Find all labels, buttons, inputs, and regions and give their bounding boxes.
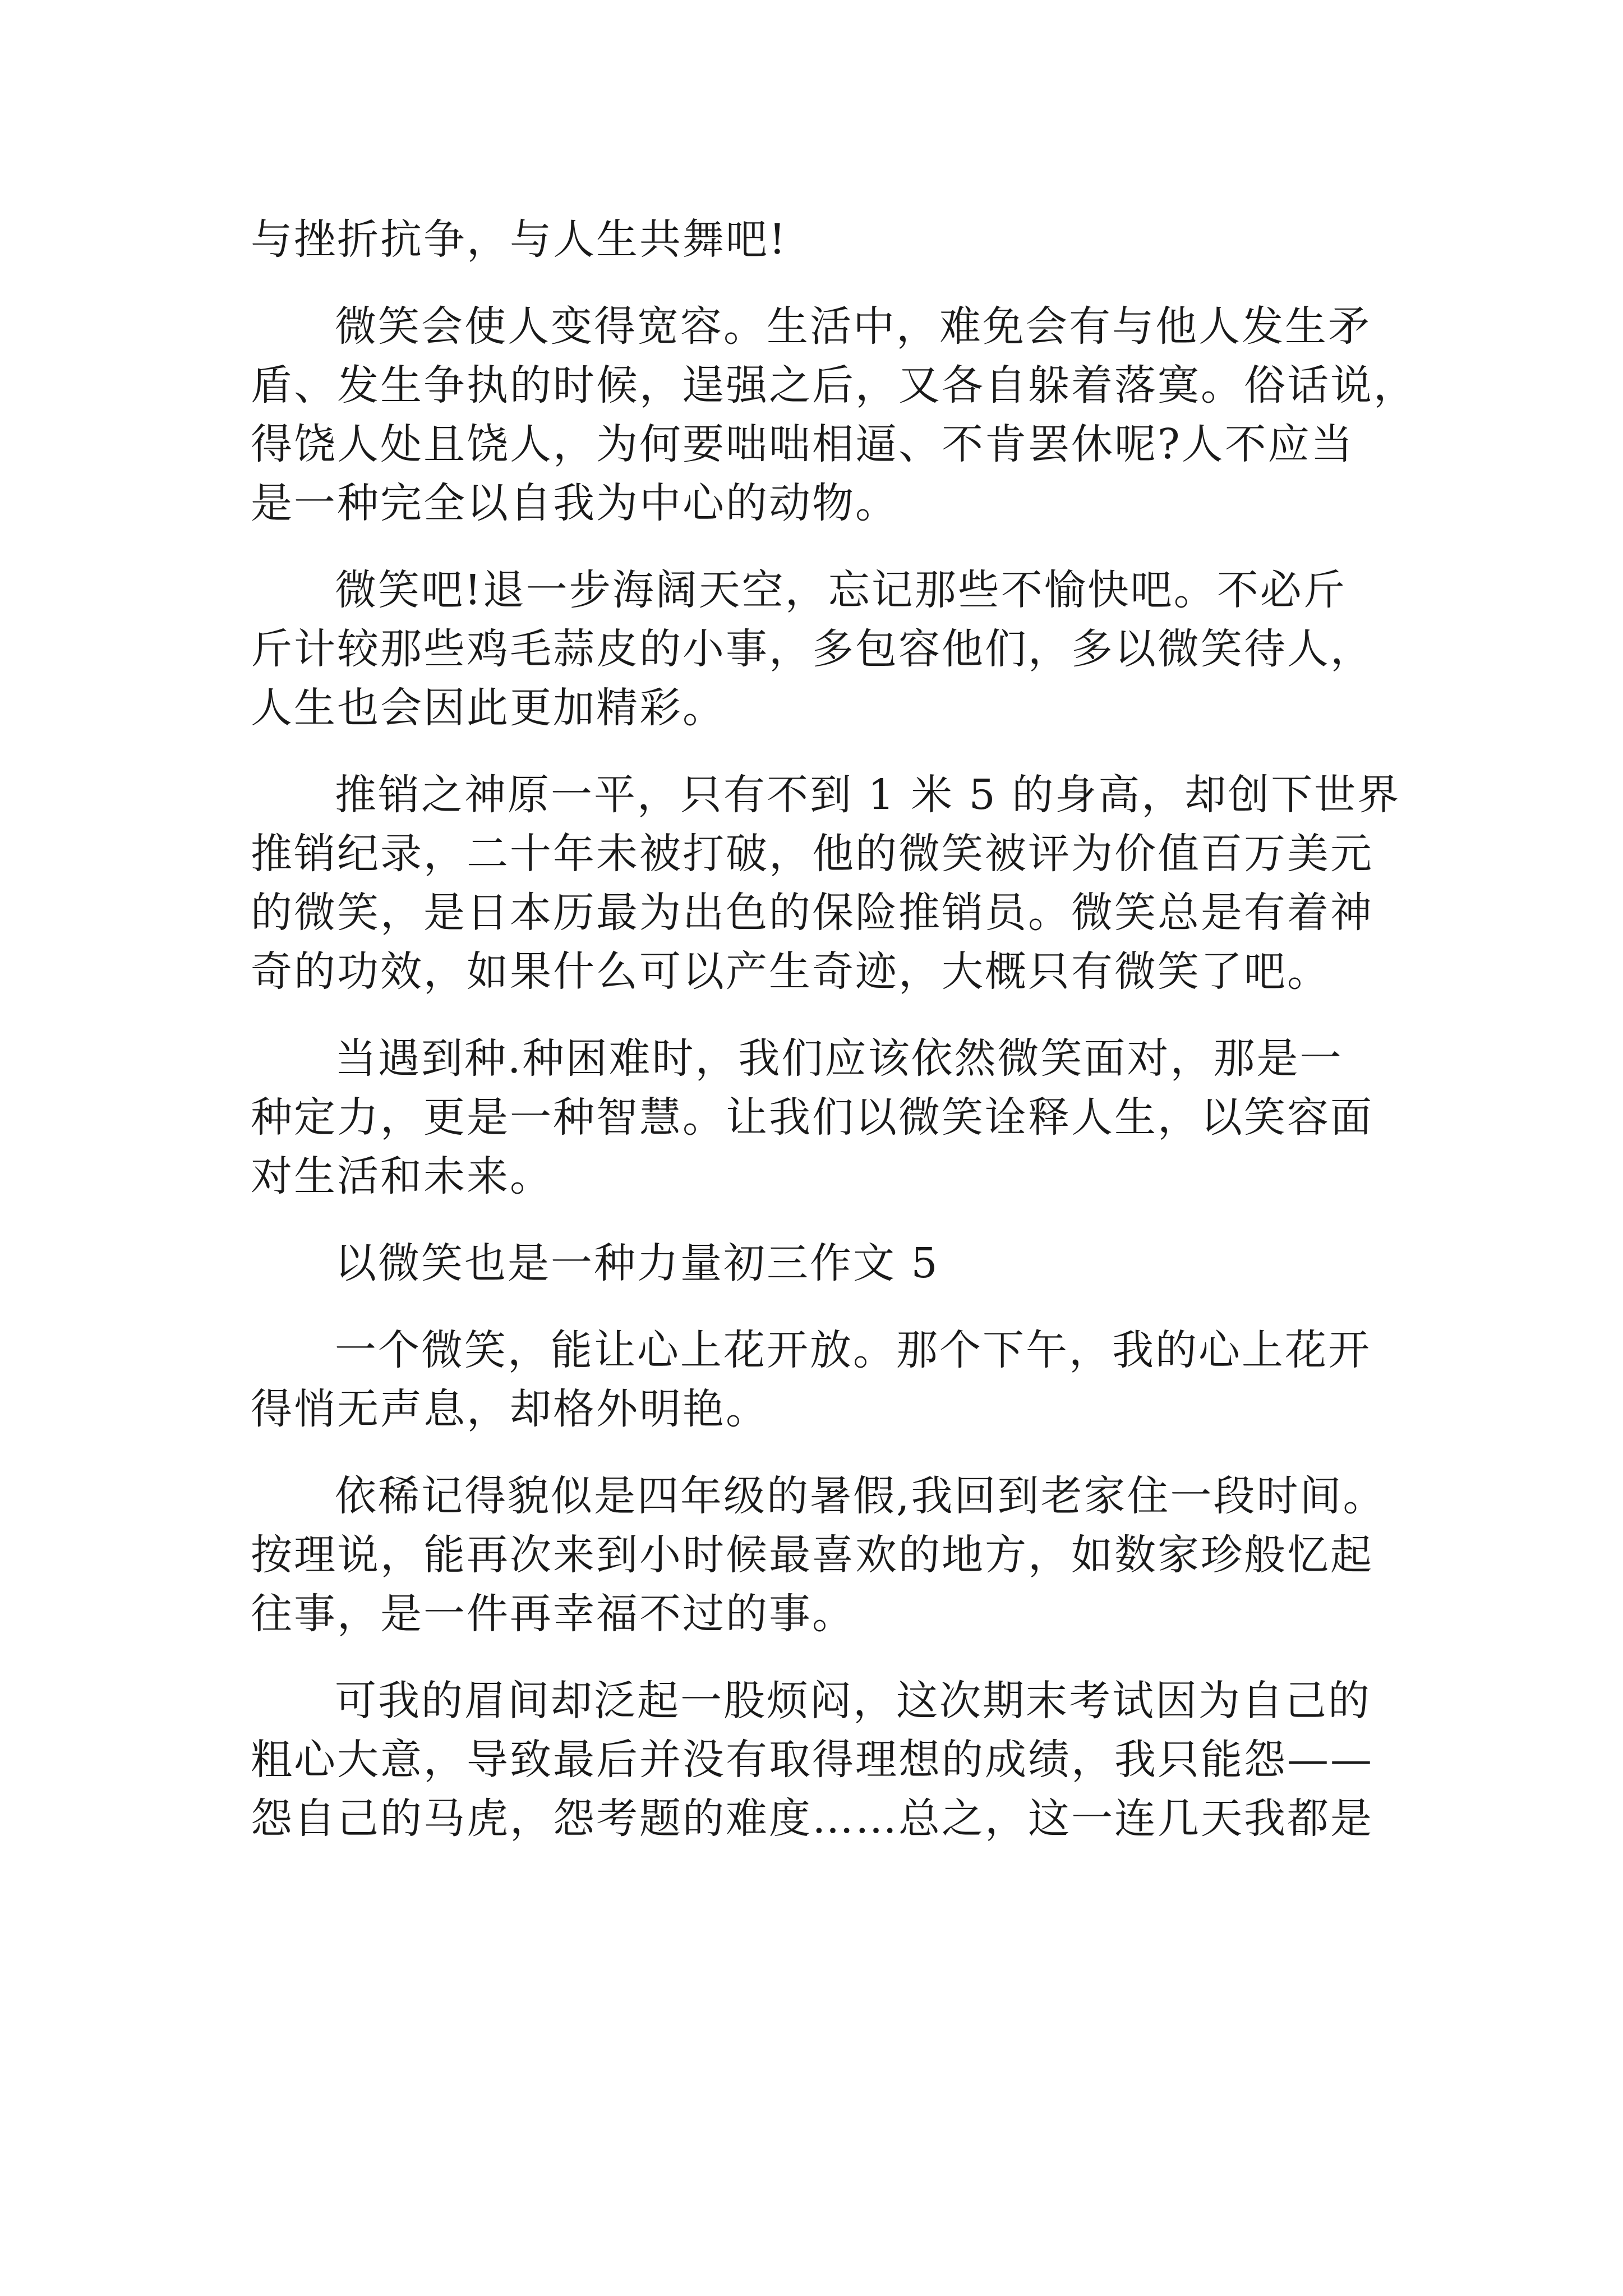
text-line: 盾、发生争执的时候，逞强之后，又各自躲着落寞。俗话说， [251,361,1417,409]
section-title: 以微笑也是一种力量初三作文 5 [335,1239,939,1287]
paragraph [251,297,1417,533]
paragraph [251,561,1395,738]
text-line: 得饶人处且饶人，为何要咄咄相逼、不肯罢休呢?人不应当 [251,420,1354,468]
paragraph [251,210,1395,269]
essay-body [251,210,1417,1848]
text-line: 往事，是一件再幸福不过的事。 [251,1590,855,1638]
text-line: 怨自己的马虎，怨考题的难度……总之，这一连几天我都是 [251,1795,1373,1843]
text-line: 得悄无声息，却格外明艳。 [251,1385,769,1433]
text-line: 当遇到种.种困难时，我们应该依然微笑面对，那是一 [335,1034,1343,1083]
paragraph [251,1467,1395,1644]
text-line: 微笑吧!退一步海阔天空，忘记那些不愉快吧。不必斤 [335,566,1347,614]
text-line: 推销纪录，二十年未被打破，他的微笑被评为价值百万美元 [251,830,1373,878]
text-line: 依稀记得貌似是四年级的暑假,我回到老家住一段时间。 [335,1472,1386,1520]
paragraph [251,1321,1395,1439]
text-line: 一个微笑，能让心上花开放。那个下午，我的心上花开 [335,1326,1371,1374]
text-line: 与挫折抗争，与人生共舞吧! [251,215,787,264]
paragraph-heading [251,1234,1395,1293]
text-line: 斤计较那些鸡毛蒜皮的小事，多包容他们，多以微笑待人， [251,625,1373,673]
paragraph [251,1029,1395,1206]
text-line: 的微笑，是日本历最为出色的保险推销员。微笑总是有着神 [251,889,1373,937]
text-line: 种定力，更是一种智慧。让我们以微笑诠释人生，以笑容面 [251,1093,1373,1142]
text-line: 奇的功效，如果什么可以产生奇迹，大概只有微笑了吧。 [251,947,1330,996]
text-line: 微笑会使人变得宽容。生活中，难免会有与他人发生矛 [335,302,1371,351]
text-line: 推销之神原一平，只有不到 1 米 5 的身高，却创下世界 [335,771,1401,819]
paragraph [251,766,1401,1001]
text-line: 按理说，能再次来到小时候最喜欢的地方，如数家珍般忆起 [251,1531,1373,1579]
text-line: 可我的眉间却泛起一股烦闷，这次期末考试因为自己的 [335,1677,1371,1725]
text-line: 粗心大意，导致最后并没有取得理想的成绩，我只能怨—— [251,1736,1373,1784]
text-line: 对生活和未来。 [251,1152,553,1200]
paragraph [251,1672,1395,1848]
text-line: 是一种完全以自我为中心的动物。 [251,479,898,527]
text-line: 人生也会因此更加精彩。 [251,684,726,732]
